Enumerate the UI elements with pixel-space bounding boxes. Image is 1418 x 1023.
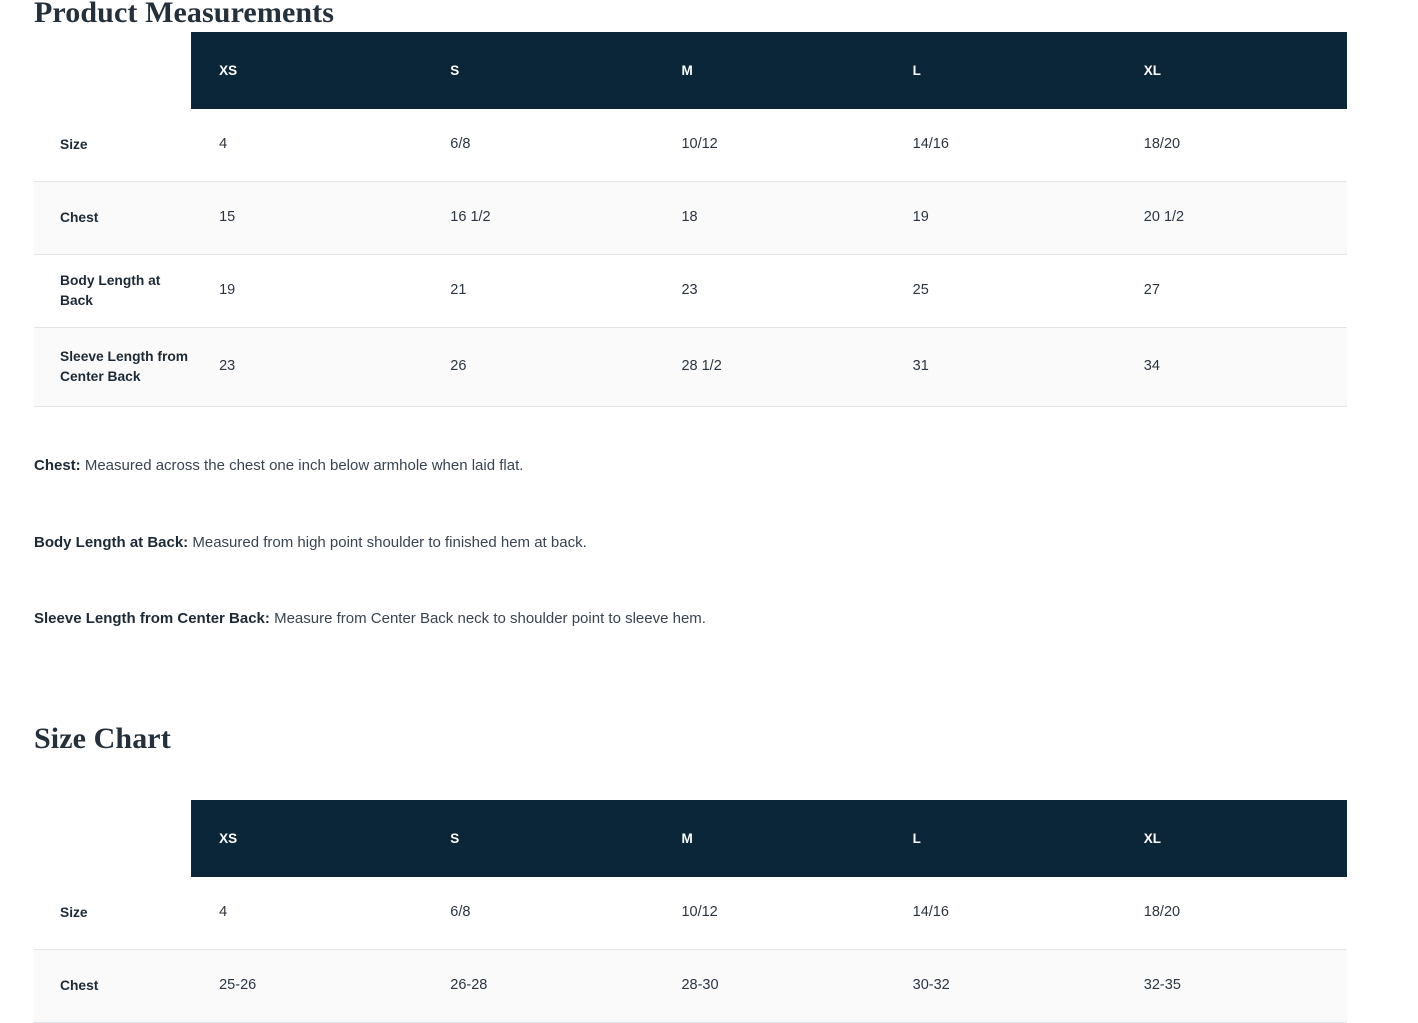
product-measurements-table bbox=[34, 32, 1347, 407]
size-chart-column-header-m bbox=[653, 800, 884, 877]
page-title-size-chart: Size Chart bbox=[34, 721, 171, 755]
note-sleeve-length bbox=[34, 608, 1418, 631]
cell-size-xs: 4 bbox=[191, 109, 422, 182]
table-header bbox=[34, 32, 1347, 109]
size-chart-column-header-m-label: M bbox=[681, 830, 693, 846]
size-chart-column-header-l-label: L bbox=[912, 830, 921, 846]
cell-sleeve-length-xl: 34 bbox=[1116, 328, 1347, 407]
note-body-length bbox=[34, 532, 1418, 555]
table-body bbox=[34, 109, 1347, 407]
cell-sleeve-length-s: 26 bbox=[422, 328, 653, 407]
spacer-after-size-chart-title bbox=[0, 756, 1418, 800]
size-chart-table-header bbox=[34, 800, 1347, 877]
size-chart-column-header-s bbox=[422, 800, 653, 877]
size-chart-cell-size-l: 14/16 bbox=[885, 877, 1116, 950]
table-row bbox=[34, 949, 1347, 1022]
table-row bbox=[34, 328, 1347, 407]
cell-size-l: 14/16 bbox=[885, 109, 1116, 182]
size-chart-cell-chest-m: 28-30 bbox=[653, 949, 884, 1022]
cell-chest-m: 18 bbox=[653, 182, 884, 255]
cell-body-length-s: 21 bbox=[422, 255, 653, 328]
spacer-before-size-chart bbox=[0, 646, 1418, 722]
size-chart-header-corner bbox=[34, 800, 191, 877]
page-title-product-measurements: Product Measurements bbox=[34, 0, 335, 29]
table-header-corner bbox=[34, 32, 191, 109]
size-chart-cell-size-m: 10/12 bbox=[653, 877, 884, 950]
size-chart-cell-chest-s: 26-28 bbox=[422, 949, 653, 1022]
cell-body-length-l: 25 bbox=[885, 255, 1116, 328]
row-label-body-length: Body Length at Back bbox=[34, 255, 191, 328]
table-header-row bbox=[34, 800, 1347, 877]
column-header-l-label: L bbox=[912, 63, 921, 78]
note-chest-text: Measured across the chest one inch below armhole when laid flat. bbox=[80, 457, 524, 474]
size-chart-cell-chest-xs: 25-26 bbox=[191, 949, 422, 1022]
column-header-s-label: S bbox=[450, 63, 460, 78]
row-label-sleeve-length: Sleeve Length from Center Back bbox=[34, 328, 191, 407]
table-header-corner-label bbox=[34, 63, 62, 78]
size-chart-table-body bbox=[34, 877, 1347, 1023]
row-label-size: Size bbox=[34, 109, 191, 182]
cell-body-length-m: 23 bbox=[653, 255, 884, 328]
note-body-length-text: Measured from high point shoulder to finished hem at back. bbox=[188, 533, 587, 551]
cell-sleeve-length-l: 31 bbox=[885, 328, 1116, 407]
cell-sleeve-length-m: 28 1/2 bbox=[653, 328, 884, 407]
note-sleeve-length-text: Measure from Center Back neck to shoulder point to sleeve hem. bbox=[269, 610, 706, 627]
size-chart-column-header-s-label: S bbox=[450, 830, 460, 846]
column-header-m-label: M bbox=[681, 63, 693, 78]
size-chart-row-label-size: Size bbox=[34, 877, 191, 950]
size-chart-cell-size-xl: 18/20 bbox=[1116, 877, 1347, 950]
table-row bbox=[34, 109, 1347, 182]
cell-body-length-xl: 27 bbox=[1116, 255, 1347, 328]
spacer-note-2 bbox=[0, 569, 1418, 593]
note-chest bbox=[34, 455, 1418, 478]
column-header-xl bbox=[1116, 32, 1347, 109]
cell-size-s: 6/8 bbox=[422, 109, 653, 182]
note-body-length-term: Body Length at Back: bbox=[34, 533, 189, 551]
size-chart-cell-size-xs: 4 bbox=[191, 877, 422, 950]
cell-size-m: 10/12 bbox=[653, 109, 884, 182]
size-chart-table bbox=[34, 800, 1347, 1023]
note-chest-term: Chest: bbox=[34, 457, 81, 474]
note-sleeve-length-term: Sleeve Length from Center Back: bbox=[34, 610, 270, 627]
size-chart-header-corner-label bbox=[34, 831, 62, 846]
size-chart-column-header-l bbox=[885, 800, 1116, 877]
cell-chest-l: 19 bbox=[885, 182, 1116, 255]
size-chart-row-label-chest: Chest bbox=[34, 949, 191, 1022]
cell-size-xl: 18/20 bbox=[1116, 109, 1347, 182]
table-header-row bbox=[34, 32, 1347, 109]
table-row bbox=[34, 182, 1347, 255]
size-chart-column-header-xs bbox=[191, 800, 422, 877]
size-chart-cell-size-s: 6/8 bbox=[422, 877, 653, 950]
row-label-chest: Chest bbox=[34, 182, 191, 255]
table-row bbox=[34, 255, 1347, 328]
spacer-note-1 bbox=[0, 493, 1418, 517]
measurement-notes bbox=[0, 455, 1418, 631]
column-header-s bbox=[422, 32, 653, 109]
column-header-xs-label: XS bbox=[219, 63, 238, 78]
spacer-after-table bbox=[0, 407, 1418, 440]
column-header-xl-label: XL bbox=[1143, 63, 1162, 78]
size-chart-cell-chest-xl: 32-35 bbox=[1116, 949, 1347, 1022]
size-chart-column-header-xl-label: XL bbox=[1143, 830, 1162, 846]
size-chart-column-header-xl bbox=[1116, 800, 1347, 877]
size-chart-cell-chest-l: 30-32 bbox=[885, 949, 1116, 1022]
cell-body-length-xs: 19 bbox=[191, 255, 422, 328]
cell-chest-s: 16 1/2 bbox=[422, 182, 653, 255]
table-row bbox=[34, 877, 1347, 950]
cell-chest-xs: 15 bbox=[191, 182, 422, 255]
column-header-m bbox=[653, 32, 884, 109]
cell-sleeve-length-xs: 23 bbox=[191, 328, 422, 407]
cell-chest-xl: 20 1/2 bbox=[1116, 182, 1347, 255]
column-header-l bbox=[885, 32, 1116, 109]
size-chart-column-header-xs-label: XS bbox=[219, 830, 238, 846]
column-header-xs bbox=[191, 32, 422, 109]
